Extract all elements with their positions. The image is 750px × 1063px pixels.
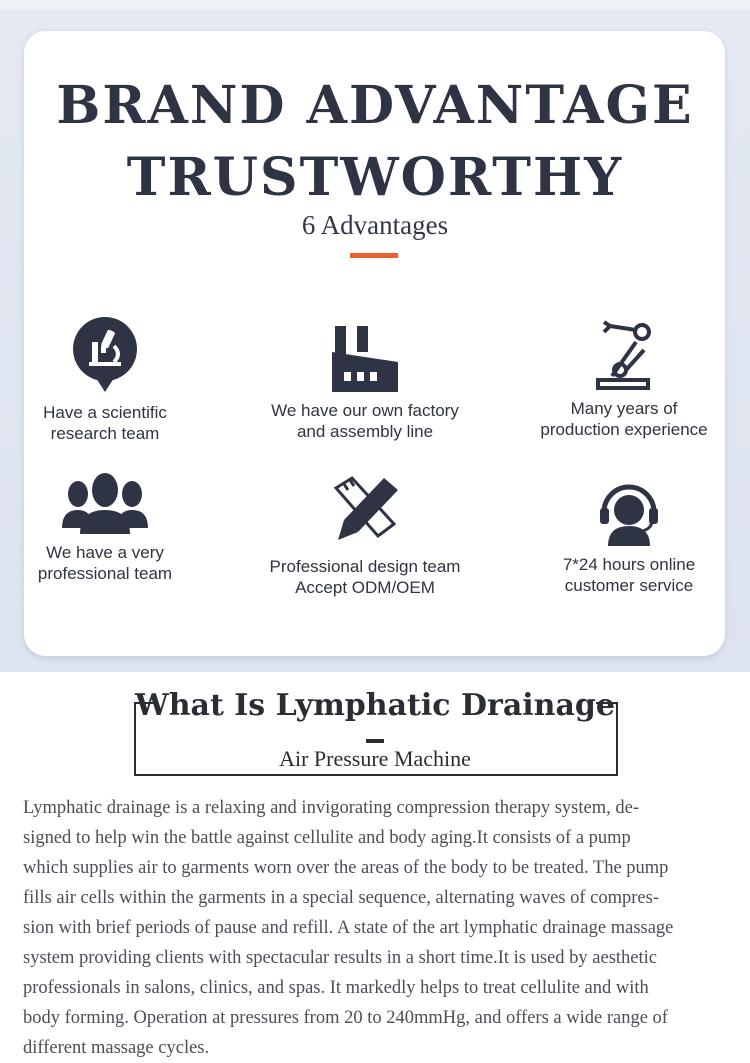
headline-line-1: BRAND ADVANTAGE	[56, 75, 694, 136]
advantage-item-experience	[504, 318, 744, 440]
advantage-item-team	[0, 472, 225, 584]
accent-divider	[350, 253, 398, 258]
advantage-label: 7*24 hours online customer service	[562, 555, 696, 595]
advantage-label: We have a very professional team	[37, 543, 173, 583]
advantage-item-design	[245, 474, 485, 598]
team-people-icon	[62, 472, 148, 534]
section-subtitle: Air Pressure Machine	[279, 746, 471, 771]
headline-line-2: TRUSTWORTHY	[126, 147, 624, 208]
advantage-item-support	[509, 476, 749, 596]
robotic-arm-icon	[592, 318, 656, 390]
advantage-label: We have our own factory and assembly line	[271, 401, 459, 441]
advantage-label: Have a scientific research team	[43, 403, 167, 443]
description-paragraph: Lymphatic drainage is a relaxing and invigorating compression therapy system, de- signed to help win the battle against cellulite and body aging.It consists of a pump which supplies air to garments worn over the areas of the body to be treated. The pump fills air cells within the garments in a special sequence, alternating waves of compres- sion with brief periods of pause and refill. A state of the art lymphatic drainage massage system providing clients with spectacular results in a short time.It is used by aesthetic professionals in salons, clinics, and spas. It markedly helps to treat cellulite and with body forming. Operation at pressures from 20 to 240mmHg, and offers a wide range of different massage cycles.	[23, 798, 674, 1058]
advantage-item-research	[0, 316, 225, 444]
advantages-count: 6 Advantages	[301, 210, 449, 240]
advantage-item-factory	[245, 322, 485, 442]
research-microscope-icon	[70, 316, 140, 394]
headset-support-icon	[596, 476, 662, 546]
design-pencil-icon	[328, 474, 402, 548]
advantage-label: Professional design team Accept ODM/OEM	[269, 557, 461, 597]
section-title: What Is Lymphatic Drainage	[135, 688, 615, 723]
factory-icon	[330, 322, 400, 392]
advantage-label: Many years of production experience	[540, 399, 708, 439]
title-dash	[366, 739, 384, 743]
